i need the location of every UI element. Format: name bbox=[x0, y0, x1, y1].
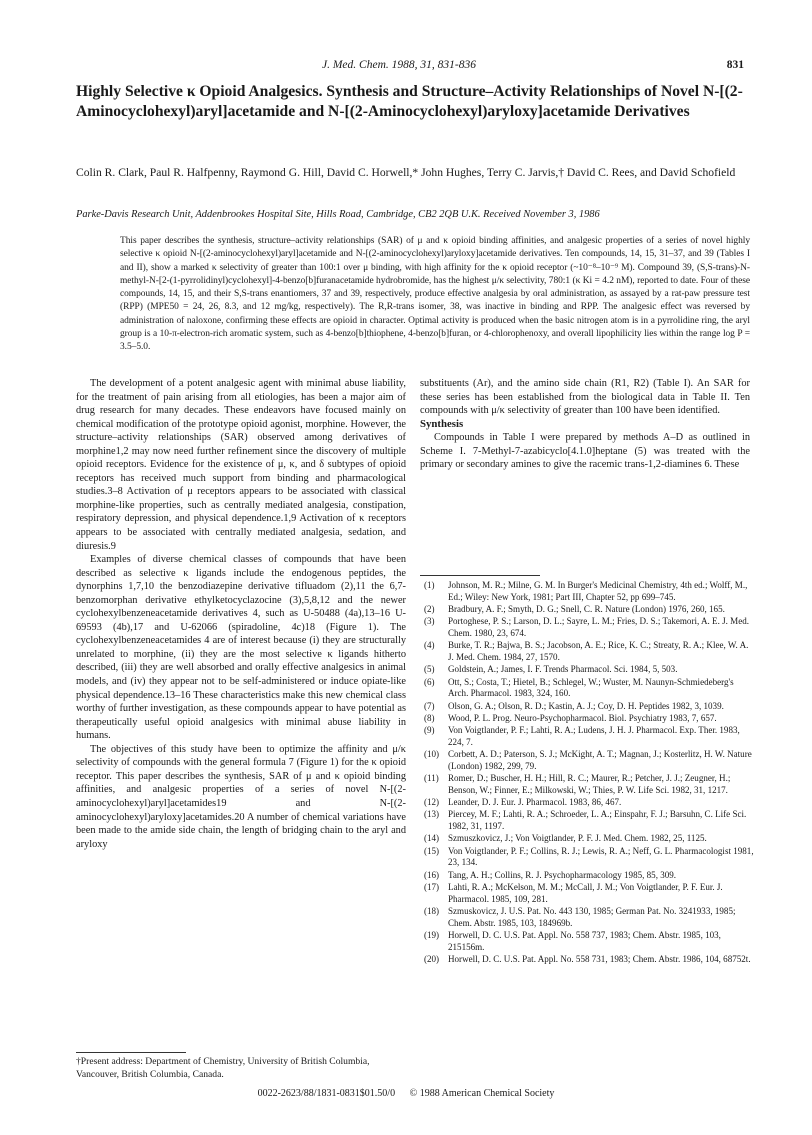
body-column-left bbox=[76, 377, 406, 1037]
reference-item bbox=[420, 580, 754, 604]
reference-text: Ott, S.; Costa, T.; Hietel, B.; Schlegel, W.; Wuster, M. Naunyn-Schmiedeberg's Arch. Pharmacol. 1983, 324, 160. bbox=[448, 676, 734, 699]
body-paragraph: substituents (Ar), and the amino side chain (R1, R2) (Table I). An SAR for these series has been established from the biological data in Table II. Ten compounds with μ/κ selectivity of greater than 100 have been identified. bbox=[420, 378, 750, 417]
reference-item bbox=[420, 906, 754, 930]
reference-text: Lahti, R. A.; McKelson, M. M.; McCall, J. M.; Von Voigtlander, P. F. Eur. J. Pharmacol. 1985, 109, 281. bbox=[448, 881, 723, 904]
reference-number: (17) bbox=[424, 881, 440, 892]
reference-number: (14) bbox=[424, 833, 440, 844]
journal-citation: J. Med. Chem. 1988, 31, 831-836 bbox=[322, 59, 476, 71]
reference-item bbox=[420, 677, 754, 701]
body-paragraph: Examples of diverse chemical classes of compounds that have been described as selective κ ligands include the endogenous peptides, the dynorphins 1,7,10 the benzodiazepine derivative tifluadom (2),11 the 6,7-benzomorphan derivative ethylketocyclazocine (3),5,8,12 and the newer cyclohexylbenzeneacetamide derivatives 4, such as U-50488 (4a),13–16 U-69593 (4b),17 and U-62066 (spiradoline, 4c)18 (Figure 1). The cyclohexylbenzeneacetamides 4 are of interest because (i) they are structurally unrelated to morphine, (ii) they are the most selective κ ligands hitherto described, (iii) they are well absorbed and orally effective analgesics in animal models, and (iv) they appear not to be self-administered or induce opiate-like physical dependence.13–16 These characteristics make this new chemical class worthy of further investigation, as these compounds appear to have potential as therapeutically useful opioid analgesics with minimal abuse liability in humans. bbox=[76, 554, 406, 742]
reference-number: (18) bbox=[424, 905, 440, 916]
reference-number: (3) bbox=[424, 616, 435, 627]
reference-item bbox=[420, 701, 754, 713]
reference-number: (10) bbox=[424, 749, 440, 759]
reference-text: Johnson, M. R.; Milne, G. M. In Burger's Medicinal Chemistry, 4th ed.; Wolff, M., Ed.; Wiley: New York, 1981; Part III, Chapter 52, pp 699–745. bbox=[448, 580, 748, 602]
reference-number: (9) bbox=[424, 725, 435, 735]
body-column-right bbox=[420, 377, 750, 472]
reference-text: Horwell, D. C. U.S. Pat. Appl. No. 558 737, 1983; Chem. Abstr. 1985, 103, 215156m. bbox=[448, 929, 721, 952]
reference-item bbox=[420, 870, 754, 882]
reference-number: (1) bbox=[424, 580, 435, 590]
reference-number: (2) bbox=[424, 604, 435, 614]
reference-text: Horwell, D. C. U.S. Pat. Appl. No. 558 731, 1983; Chem. Abstr. 1986, 104, 68752t. bbox=[448, 953, 751, 964]
article-title: Highly Selective κ Opioid Analgesics. Synthesis and Structure–Activity Relationships of Novel N-[(2-Aminocyclohexyl)aryl]acetamide and N-[(2-Aminocyclohexyl)aryloxy]acetamide Derivatives bbox=[76, 83, 743, 120]
reference-number: (13) bbox=[424, 809, 440, 820]
reference-text: Tang, A. H.; Collins, R. J. Psychopharmacology 1985, 85, 309. bbox=[448, 869, 677, 880]
reference-text: Piercey, M. F.; Lahti, R. A.; Schroeder, L. A.; Einspahr, F. J.; Barsuhn, C. Life Sci. 1982, 31, 1197. bbox=[448, 809, 747, 831]
footnote: †Present address: Department of Chemistry, University of British Columbia, Vancouver, British Columbia, Canada. bbox=[76, 1056, 370, 1080]
reference-item bbox=[420, 664, 754, 676]
reference-item bbox=[420, 846, 754, 870]
article-code: 0022-2623/88/1831-0831$01.50/0 bbox=[257, 1088, 396, 1099]
affiliation: Parke-Davis Research Unit, Addenbrookes Hospital Site, Hills Road, Cambridge, CB2 2QB U.K. Received November 3, 1986 bbox=[76, 209, 600, 220]
reference-item bbox=[420, 713, 754, 725]
reference-item bbox=[420, 640, 754, 664]
body-paragraph: The objectives of this study have been to optimize the affinity and μ/κ selectivity of compounds with the general formula 7 (Figure 1) for the κ opioid receptor. This paper describes the synthesis, SAR of μ and κ opioid binding affinities, and analgesic properties of a series of novel N-[(2-aminocyclohexyl)aryl]acetamides19 and N-[(2-aminocyclohexyl)aryloxy]acetamides.20 A number of chemical variations have been made to the amide side chain, the length of bridging chain to the aryl and aryloxy bbox=[76, 743, 406, 850]
reference-number: (4) bbox=[424, 640, 435, 651]
reference-number: (8) bbox=[424, 712, 435, 723]
reference-number: (19) bbox=[424, 929, 440, 940]
reference-number: (11) bbox=[424, 773, 439, 783]
reference-number: (16) bbox=[424, 869, 440, 880]
reference-text: Portoghese, P. S.; Larson, D. L.; Sayre, L. M.; Fries, D. S.; Takemori, A. E. J. Med. Chem. 1980, 23, 674. bbox=[448, 616, 749, 638]
reference-text: Szmuszkovicz, J.; Von Voigtlander, P. F. J. Med. Chem. 1982, 25, 1125. bbox=[448, 833, 707, 844]
reference-item bbox=[420, 773, 754, 797]
reference-text: Corbett, A. D.; Paterson, S. J.; McKight, A. T.; Magnan, J.; Kosterlitz, H. W. Nature (London) 1982, 299, 79. bbox=[448, 749, 752, 771]
body-paragraph: Compounds in Table I were prepared by methods A–D as outlined in Scheme I. 7-Methyl-7-azabicyclo[4.1.0]heptane (5) was treated with the primary or secondary amines to give the racemic trans-1,2-diamines 6. These bbox=[420, 432, 750, 471]
reference-text: Von Voigtlander, P. F.; Collins, R. J.; Lewis, R. A.; Neff, G. L. Pharmacologist 1981, 23, 134. bbox=[448, 845, 754, 868]
body-paragraph: The development of a potent analgesic agent with minimal abuse liability, for the treatment of pain arising from all etiologies, has been a major aim of drug research for many decades. These endeavors have focused mainly on chemical modification of the prototype opioid agonist, morphine. However, the structure–activity relationships (SAR) observed among derivatives of morphine1,2 may now need further refinement since the discovery of multiple opioid receptors. Evidence for the existence of μ, κ, and δ subtypes of opioid receptors has received much support from binding and pharmacological studies.3–8 Activation of μ receptors appears to be associated with classical morphine-like properties, such as centrally mediated analgesia, constipation, respiratory depression, and physical dependence.1,9 Activation of κ receptors appears to be associated with centrally mediated analgesia, sedation, and diuresis.9 bbox=[76, 378, 406, 552]
reference-item bbox=[420, 616, 754, 640]
reference-text: Von Voigtlander, P. F.; Lahti, R. A.; Ludens, J. H. J. Pharmacol. Exp. Ther. 1983, 224, 7. bbox=[448, 725, 740, 747]
section-heading-synthesis: Synthesis bbox=[420, 417, 464, 430]
page-number: 831 bbox=[726, 59, 744, 71]
reference-text: Olson, G. A.; Olson, R. D.; Kastin, A. J.; Coy, D. H. Peptides 1982, 3, 1039. bbox=[448, 700, 724, 711]
page-footer bbox=[0, 1088, 812, 1099]
copyright: © 1988 American Chemical Society bbox=[409, 1088, 555, 1099]
references-divider bbox=[420, 575, 540, 576]
abstract: This paper describes the synthesis, structure–activity relationships (SAR) of μ and κ opioid binding affinities, and analgesic properties of a series of novel highly selective κ opioid N-[(2-aminocyclohexyl)aryl]acetamide and N-[(2-aminocyclohexyl)aryloxy]acetamide derivatives. Ten compounds, 14, 15, 31–37, and 39 (Tables I and II), show a marked κ selectivity of greater than 100:1 over μ binding, with high affinity for the κ opioid receptor (~10⁻⁸–10⁻⁹ M). Compound 39, (S,S-trans)-N-methyl-N-[2-(1-pyrrolidinyl)cyclohexyl]-4-benzo[b]furanacetamide hydrobromide, has the highest μ/κ selectivity, 780:1 (κ Ki = 4.2 nM), reported to date. Four of these compounds, 14, 15, and their S,S-trans enantiomers, 37 and 39, respectively, produce effective analgesia by oral administration, as assayed by a rat-paw pressure test (RPP) (MPE50 = 24, 26, 8.3, and 12 mg/kg, respectively). The R,R-trans isomer, 38, was inactive in binding and RPP. The analgesic effect was reversed by administration of naloxone, confirming these effects are opioid in character. Optimal activity is produced when the basic nitrogen atom is in a pyrrolidine ring, the aryl group is a 10-π-electron-rich aromatic system, such as 4-benzo[b]thiophene, 4-benzo[b]furan, or 4-chlorophenoxy, and overall lipophilicity lies within the range log P = 3.5–5.0. bbox=[120, 236, 750, 353]
reference-item bbox=[420, 797, 754, 809]
reference-item bbox=[420, 882, 754, 906]
reference-text: Bradbury, A. F.; Smyth, D. G.; Snell, C. R. Nature (London) 1976, 260, 165. bbox=[448, 604, 725, 614]
reference-item bbox=[420, 930, 754, 954]
footnote-divider bbox=[76, 1052, 186, 1053]
reference-text: Burke, T. R.; Bajwa, B. S.; Jacobson, A. E.; Rice, K. C.; Streaty, R. A.; Klee, W. A. J. Med. Chem. 1984, 27, 1570. bbox=[448, 640, 749, 662]
reference-text: Szmuskovicz, J. U.S. Pat. No. 443 130, 1985; German Pat. No. 3241933, 1985; Chem. Abstr. 1985, 103, 184969b. bbox=[448, 905, 736, 928]
reference-number: (5) bbox=[424, 664, 435, 675]
reference-list bbox=[420, 580, 754, 966]
reference-text: Romer, D.; Buscher, H. H.; Hill, R. C.; Maurer, R.; Petcher, J. J.; Zeugner, H.; Benson, W.; Finner, E.; Milkowski, W.; Thies, P. W. Life Sci. 1982, 31, 1217. bbox=[448, 773, 731, 795]
reference-item bbox=[420, 833, 754, 845]
reference-text: Wood, P. L. Prog. Neuro-Psychopharmacol. Biol. Psychiatry 1983, 7, 657. bbox=[448, 712, 717, 723]
author-list: Colin R. Clark, Paul R. Halfpenny, Raymond G. Hill, David C. Horwell,* John Hughes, Terry C. Jarvis,† David C. Rees, and David Schofield bbox=[76, 166, 736, 179]
reference-item bbox=[420, 604, 754, 616]
reference-number: (6) bbox=[424, 676, 435, 687]
reference-item bbox=[420, 954, 754, 966]
reference-text: Leander, D. J. Eur. J. Pharmacol. 1983, 86, 467. bbox=[448, 797, 622, 807]
reference-number: (20) bbox=[424, 953, 440, 964]
reference-number: (12) bbox=[424, 797, 440, 807]
reference-text: Goldstein, A.; James, I. F. Trends Pharmacol. Sci. 1984, 5, 503. bbox=[448, 664, 678, 675]
reference-number: (15) bbox=[424, 845, 440, 856]
reference-item bbox=[420, 725, 754, 749]
reference-item bbox=[420, 749, 754, 773]
reference-item bbox=[420, 809, 754, 833]
reference-number: (7) bbox=[424, 700, 435, 711]
